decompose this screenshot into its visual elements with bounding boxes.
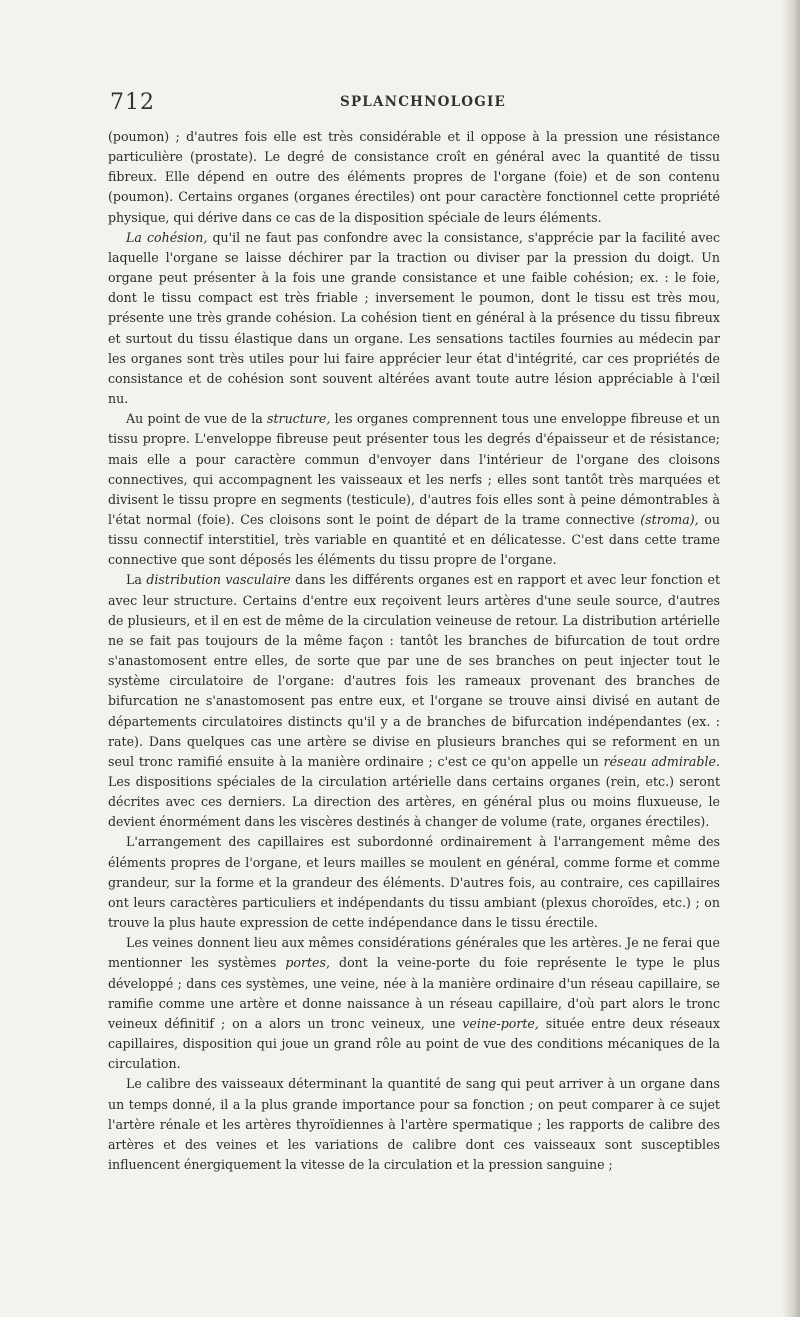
paragraph-text: L'arrangement des capillaires est subordonné ordinairement à l'arrangement même des éléments propres de l'organe, et leurs mailles se moulent en général, comme forme et comme grandeur, sur la forme et la grandeur des éléments. D'autres fois, au contraire, ces capillaires ont leurs caractères particuliers et indépendants du tissu ambiant (plexus choroïdes, etc.) ; on trouve la plus haute expression de cette indépendance dans le tissu érectile.: [108, 834, 720, 931]
term-stroma: (stroma),: [640, 511, 699, 527]
term-cohesion: La cohésion,: [126, 229, 208, 245]
paragraph-text: Le calibre des vaisseaux déterminant la quantité de sang qui peut arriver à un organe dans un temps donné, il a la plus grande importance pour sa fonction ; on peut comparer à ce sujet l'artère rénale et les artères thyroïdiennes à l'artère spermatique ; les rapports de calibre des artères et des veines et les variations de calibre dont ces vaisseaux sont susceptibles influencent énergiquement la vitesse de la circulation et la pression sanguine ;: [108, 1076, 720, 1172]
term-distribution-vasculaire: distribution vasculaire: [146, 572, 291, 588]
paragraph-text: Les veines donnent lieu aux mêmes considérations générales que les artères. Je ne ferai que mentionner les systèmes: [108, 935, 720, 971]
running-head: SPLANCHNOLOGIE: [340, 94, 506, 110]
paragraph-calibre: [108, 1074, 720, 1175]
term-structure: structure,: [267, 411, 331, 427]
paragraph-text: ou tissu connectif interstitiel, très variable en quantité et en délicatesse. C'est dans cette trame connective que sont déposés les éléments du tissu propre de l'organe.: [108, 511, 720, 568]
paragraph-text: Au point de vue de la: [126, 411, 268, 427]
term-portes: portes,: [285, 955, 330, 971]
paragraph-consistance: [108, 127, 720, 228]
paragraph-text: les organes comprennent tous une enveloppe fibreuse et un tissu propre. L'enveloppe fibreuse peut présenter tous les degrés d'épaisseur et de résistance; mais elle a pour caractère commun d'envoyer dans l'intérieur de l'organe des cloisons connectives, qui accompagnent les vaisseaux et les nerfs ; elles sont tantôt très marquées et divisent le tissu propre en segments (testicule), d'autres fois elles sont à peine démontrables à l'état normal (foie). Ces cloisons sont le point de départ de la trame connective: [108, 411, 720, 527]
term-veine-porte: veine-porte,: [462, 1015, 539, 1031]
paragraph-text: qu'il ne faut pas confondre avec la consistance, s'apprécie par la facilité avec laquelle l'organe se laisse déchirer par la traction ou diviser par la pression du doigt. Un organe peut présenter à la fois une grande consistance et une faible cohésion; ex. : le foie, dont le tissu compact est très friable ; inversement le poumon, dont le tissu est très mou, présente une très grande cohésion. La cohésion tient en général à la présence du tissu fibreux et surtout du tissu élastique dans un organe. Les sensations tactiles fournies au médecin par les organes sont très utiles pour lui faire apprécier leur état d'intégrité, car ces propriétés de consistance et de cohésion sont souvent altérées avant toute autre lésion appréciable à l'œil nu.: [108, 229, 721, 407]
paragraph-distribution-vasculaire: [108, 570, 720, 832]
paragraph-text: située entre deux réseaux capillaires, disposition qui joue un grand rôle au point de vue des conditions mécaniques de la circulation.: [108, 1015, 720, 1072]
paragraph-text: La: [126, 572, 147, 588]
paragraph-text: dont la veine-porte du foie représente le type le plus développé ; dans ces systèmes, une veine, née à la manière ordinaire d'un réseau capillaire, se ramifie comme une artère et donne naissance à un réseau capillaire, d'où part alors le tronc veineux définitif ; on a alors un tronc veineux, une: [108, 955, 720, 1031]
term-reseau-admirable: réseau admirable.: [603, 753, 720, 769]
paragraph-structure: [108, 409, 720, 570]
paragraph-veines: [108, 933, 720, 1074]
page-edge-shadow: [782, 0, 800, 1317]
paragraph-cohesion: [108, 228, 720, 409]
body-text: [108, 127, 720, 1175]
paragraph-text: Les dispositions spéciales de la circulation artérielle dans certains organes (rein, etc.) seront décrites avec ces derniers. La direction des artères, en général plus ou moins fluxueuse, le devient énormément dans les viscères destinés à changer de volume (rate, organes érectiles).: [108, 774, 720, 830]
page-number: 712: [110, 90, 155, 115]
paragraph-capillaires: [108, 832, 720, 933]
page-header: [110, 90, 710, 118]
paragraph-text: (poumon) ; d'autres fois elle est très considérable et il oppose à la pression une résistance particulière (prostate). Le degré de consistance croît en général avec la quantité de tissu fibreux. Elle dépend en outre des éléments propres de l'organe (foie) et de son contenu (poumon). Certains organes (organes érectiles) ont pour caractère fonctionnel cette propriété physique, qui dérive dans ce cas de la disposition spéciale de leurs éléments.: [108, 129, 720, 225]
paragraph-text: dans les différents organes est en rapport et avec leur fonction et avec leur structure. Certains d'entre eux reçoivent leurs artères d'une seule source, d'autres de plusieurs, et il en est de même de la circulation veineuse de retour. La distribution artérielle ne se fait pas toujours de la même façon : tantôt les branches de bifurcation de tout ordre s'anastomosent entre elles, de sorte que par une de ses branches on peut injecter tout le système circulatoire de l'organe: d'autres fois les rameaux provenant des branches de bifurcation ne s'anastomosent pas entre eux, et l'organe se trouve ainsi divisé en autant de départements circulatoires distincts qu'il y a de branches de bifurcation indépendantes (ex. : rate). Dans quelques cas une artère se divise en plusieurs branches qui se reforment en un seul tronc ramifié ensuite à la manière ordinaire ; c'est ce qu'on appelle un: [108, 572, 720, 769]
